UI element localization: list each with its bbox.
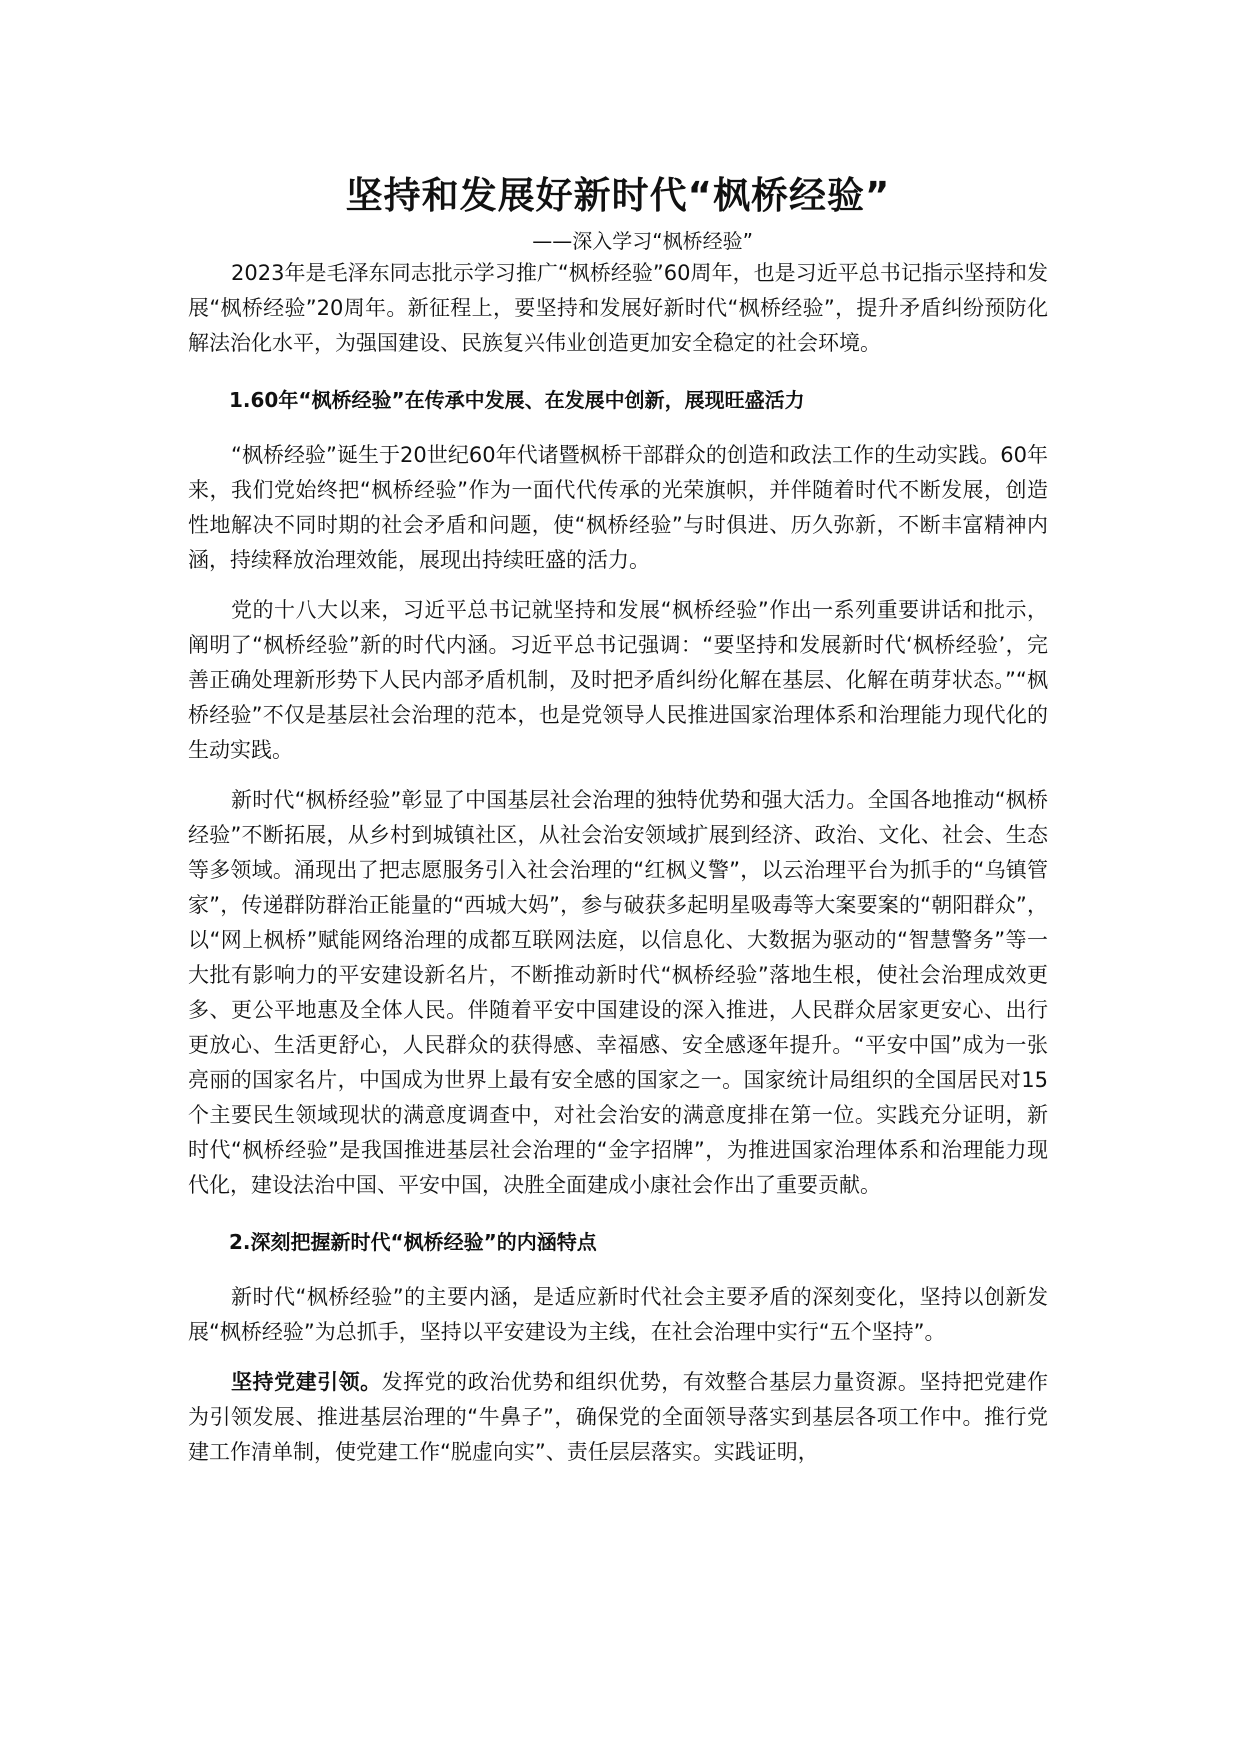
point-1-paragraph <box>188 1365 1048 1470</box>
point-1-lead: 坚持党建引领。 <box>231 1370 382 1394</box>
intro-paragraph: 2023年是毛泽东同志批示学习推广“枫桥经验”60周年，也是习近平总书记指示坚持和发展“枫桥经验”20周年。新征程上，要坚持和发展好新时代“枫桥经验”，提升矛盾纠纷预防化解法治化水平，为强国建设、民族复兴伟业创造更加安全稳定的社会环境。 <box>188 261 1048 355</box>
section-1-paragraph-3: 新时代“枫桥经验”彰显了中国基层社会治理的独特优势和强大活力。全国各地推动“枫桥经验”不断拓展，从乡村到城镇社区，从社会治安领域扩展到经济、政治、文化、社会、生态等多领域。涌现出了把志愿服务引入社会治理的“红枫义警”，以云治理平台为抓手的“乌镇管家”，传递群防群治正能量的“西城大妈”，参与破获多起明星吸毒等大案要案的“朝阳群众”，以“网上枫桥”赋能网络治理的成都互联网法庭，以信息化、大数据为驱动的“智慧警务”等一大批有影响力的平安建设新名片，不断推动新时代“枫桥经验”落地生根，使社会治理成效更多、更公平地惠及全体人民。伴随着平安中国建设的深入推进，人民群众居家更安心、出行更放心、生活更舒心，人民群众的获得感、幸福感、安全感逐年提升。“平安中国”成为一张亮丽的国家名片，中国成为世界上最有安全感的国家之一。国家统计局组织的全国居民对15个主要民生领域现状的满意度调查中，对社会治安的满意度排在第一位。实践充分证明，新时代“枫桥经验”是我国推进基层社会治理的“金字招牌”，为推进国家治理体系和治理能力现代化，建设法治中国、平安中国，决胜全面建成小康社会作出了重要贡献。 <box>188 788 1048 1197</box>
document-subtitle: ——深入学习“枫桥经验” <box>532 229 753 253</box>
document-title: 坚持和发展好新时代“枫桥经验” <box>345 174 891 217</box>
point-1-text: 发挥党的政治优势和组织优势，有效整合基层力量资源。坚持把党建作为引领发展、推进基层治理的“牛鼻子”，确保党的全面领导落实到基层各项工作中。推行党建工作清单制，使党建工作“脱虚向实”、责任层层落实。实践证明， <box>188 1370 1049 1464</box>
section-2-paragraph: 新时代“枫桥经验”的主要内涵，是适应新时代社会主要矛盾的深刻变化，坚持以创新发展“枫桥经验”为总抓手，坚持以平安建设为主线，在社会治理中实行“五个坚持”。 <box>188 1285 1048 1344</box>
section-2-heading: 2.深刻把握新时代“枫桥经验”的内涵特点 <box>229 1230 597 1254</box>
section-1-paragraph-1: “枫桥经验”诞生于20世纪60年代诸暨枫桥干部群众的创造和政法工作的生动实践。60年来，我们党始终把“枫桥经验”作为一面代代传承的光荣旗帜，并伴随着时代不断发展，创造性地解决不同时期的社会矛盾和问题，使“枫桥经验”与时俱进、历久弥新，不断丰富精神内涵，持续释放治理效能，展现出持续旺盛的活力。 <box>188 443 1048 572</box>
section-1-heading: 1.60年“枫桥经验”在传承中发展、在发展中创新，展现旺盛活力 <box>229 388 805 412</box>
section-1-paragraph-2: 党的十八大以来，习近平总书记就坚持和发展“枫桥经验”作出一系列重要讲话和批示，阐明了“枫桥经验”新的时代内涵。习近平总书记强调：“要坚持和发展新时代‘枫桥经验’，完善正确处理新形势下人民内部矛盾机制，及时把矛盾纠纷化解在基层、化解在萌芽状态。”“枫桥经验”不仅是基层社会治理的范本，也是党领导人民推进国家治理体系和治理能力现代化的生动实践。 <box>188 598 1048 762</box>
